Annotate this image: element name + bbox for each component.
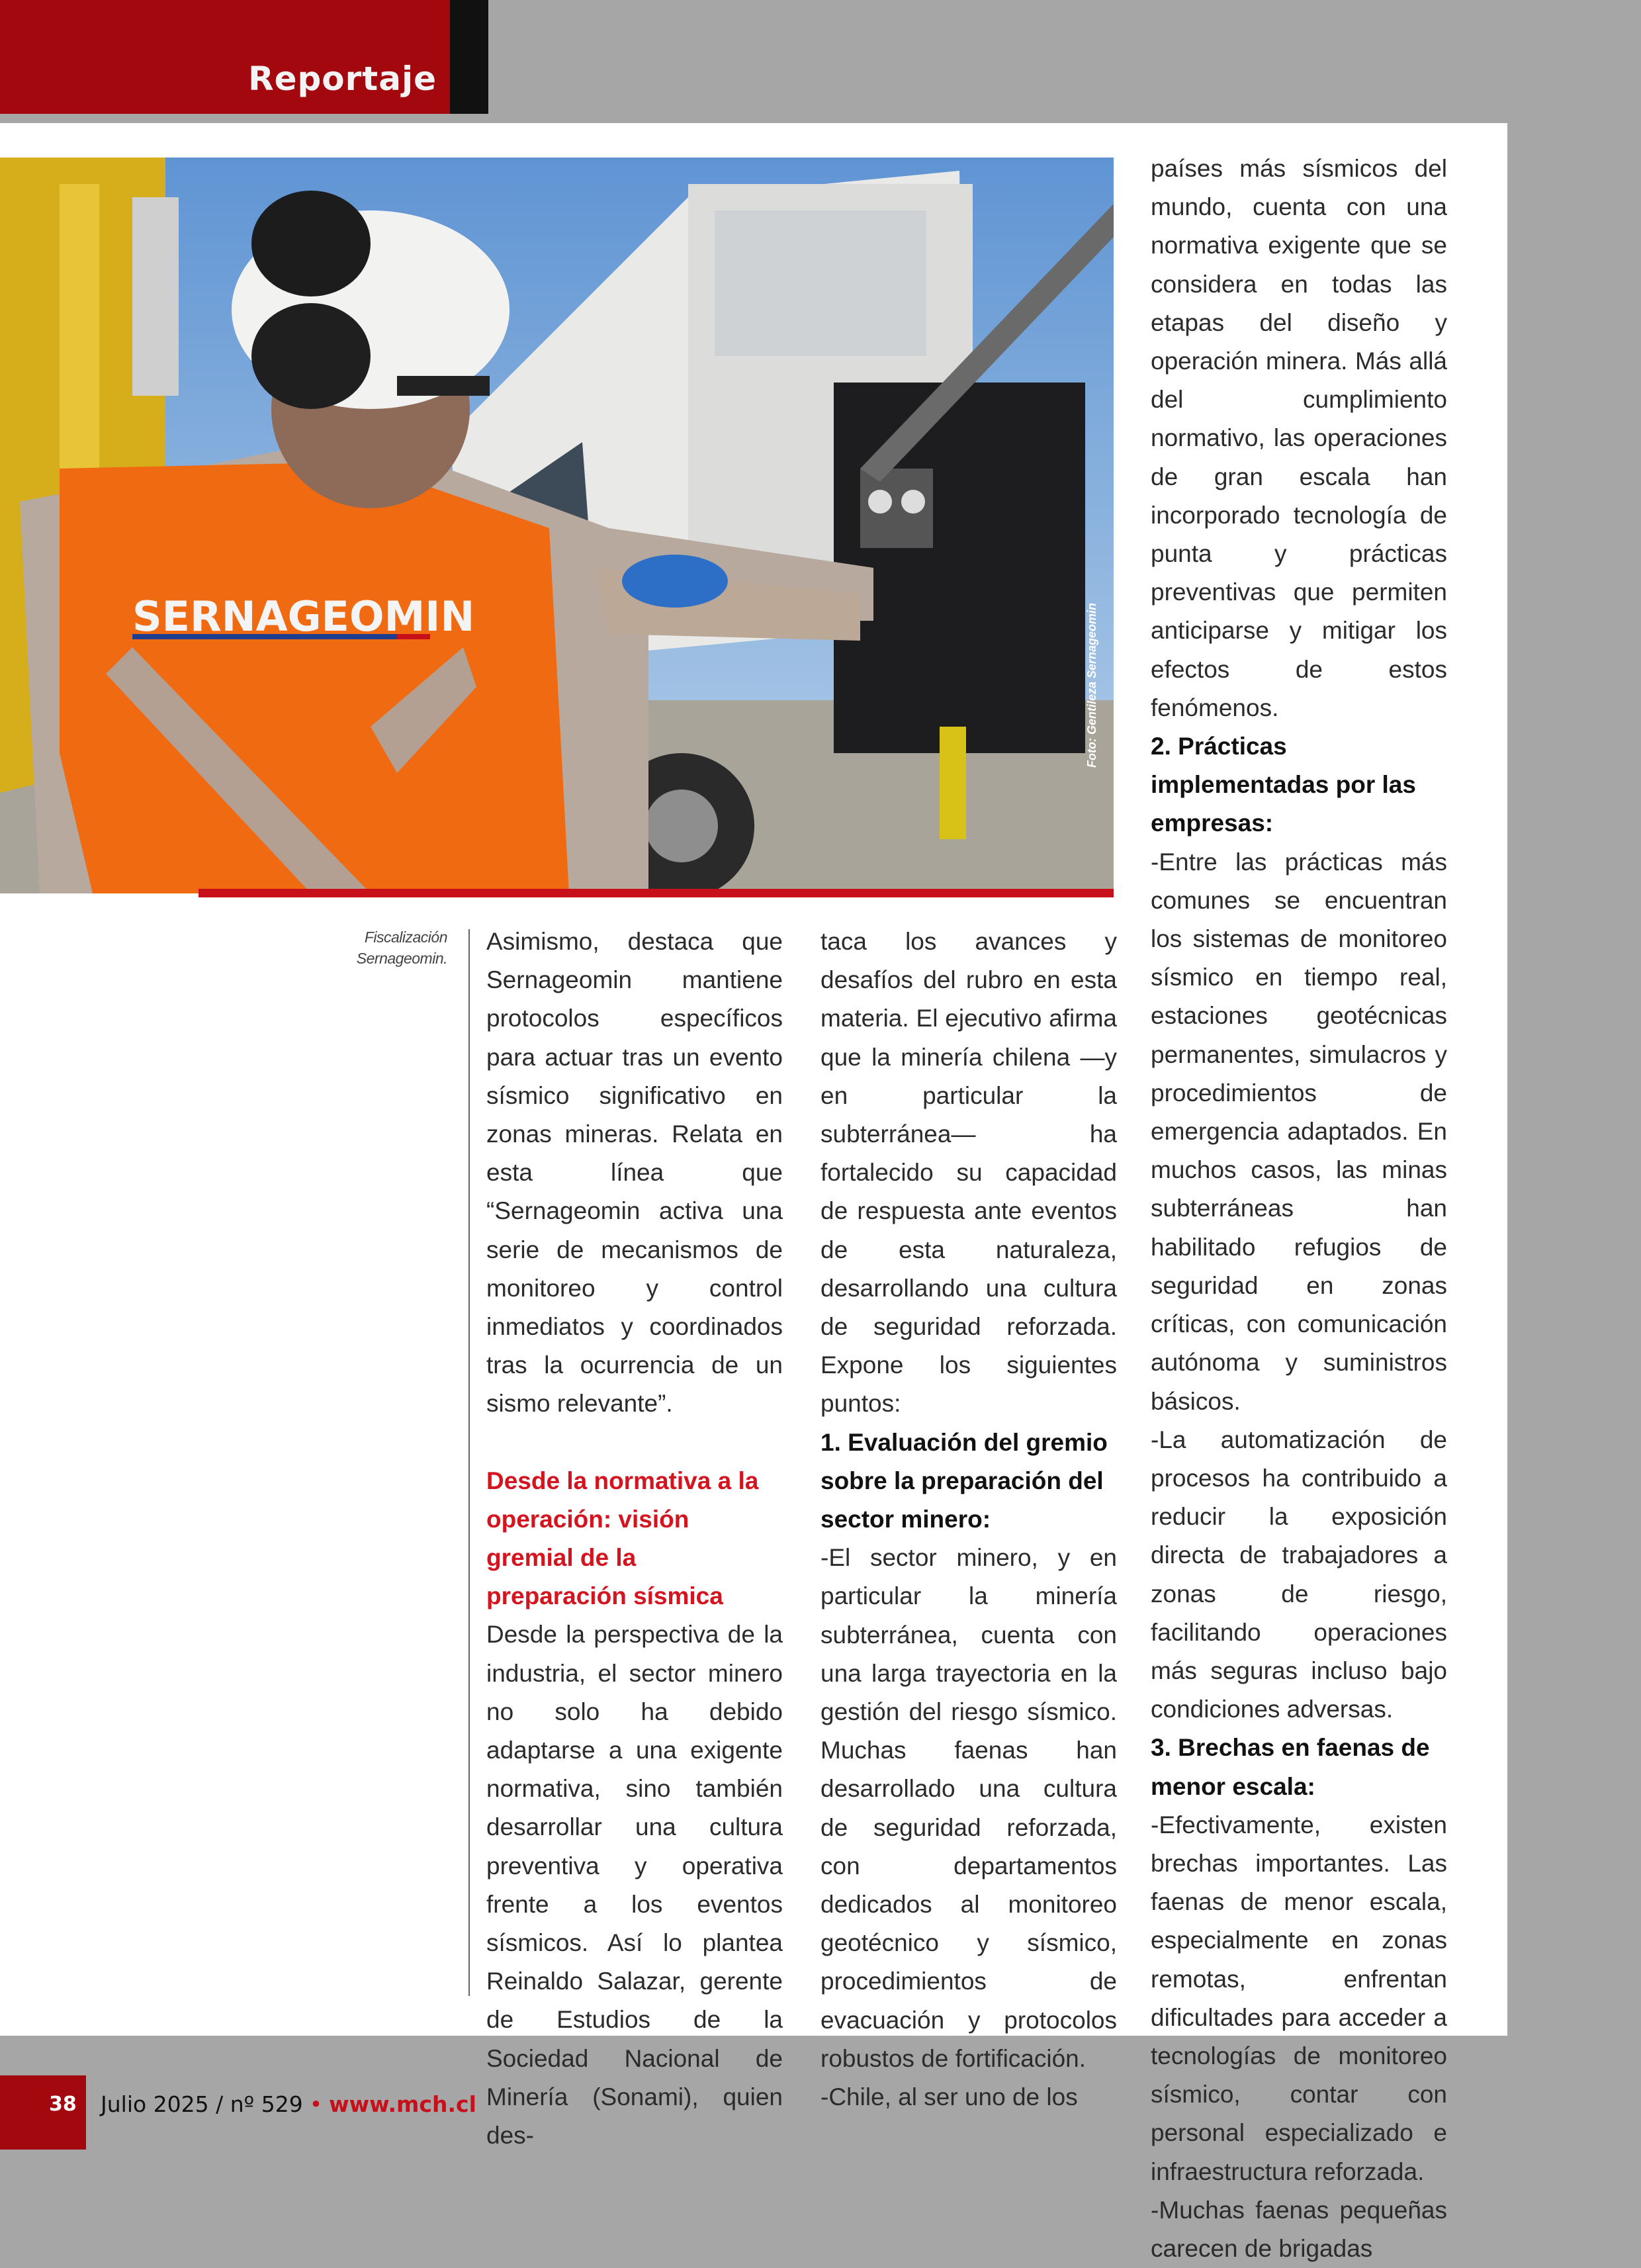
footer-issue [101,2091,476,2117]
question-heading-3: 3. Brechas en faenas de menor escala: [1151,1734,1430,1800]
article-column-1 [486,923,783,2155]
paragraph: países más sísmicos del mundo, cuenta con una normativa exigente que se considera en todas las etapas del diseño y operación minera. Más allá del cumplimiento normativo, las operaciones de gran escala han incorporado tecnología de punta y prácticas preventivas que permiten anticiparse y mitigar los efectos de estos fenómenos. [1151,155,1447,721]
photo-accent-rule [199,889,1114,897]
paragraph: -El sector minero, y en particular la minería subterránea, cuenta con una larga trayectoria en la gestión del riesgo sísmico. Muchas faenas han desarrollado una cultura de seguridad reforzada, con departamentos dedicados al monitoreo geotécnico y sísmico, procedimientos de evacuación y protocolos robustos de fortificación. [820,1544,1117,2072]
caption-divider [468,929,470,1996]
issue-text: Julio 2025 / nº 529 [101,2091,303,2117]
paragraph: -Entre las prácticas más comunes se encuentran los sistemas de monitoreo sísmico en tiempo real, estaciones geotécnicas permanentes, simulacros y procedimientos de emergencia adaptados. En muchos casos, las minas subterráneas han habilitado refugios de seguridad en zonas críticas, con comunicación autónoma y suministros básicos. [1151,848,1447,1415]
site-link[interactable]: www.mch.cl [329,2091,476,2117]
caption-line-1: Fiscalización [364,929,447,946]
page-number: 38 [49,2093,77,2116]
vest-logo-text: SERNAGEOMIN [132,592,475,641]
article-photo [0,158,1114,893]
paragraph: -Muchas faenas pequeñas carecen de brigadas [1151,2196,1447,2262]
bullet-icon: • [309,2091,323,2117]
photo-caption [291,927,447,969]
question-heading-1: 1. Evaluación del gremio sobre la preparación del sector minero: [820,1428,1108,1533]
paragraph: -La automatización de procesos ha contribuido a reducir la exposición directa de trabajadores a zonas de riesgo, facilitando operaciones más seguras incluso bajo condiciones adversas. [1151,1426,1447,1723]
photo-credit: Foto: Gentileza Sernageomin [1085,602,1098,768]
subheading: Desde la normativa a la operación: visión gremial de la preparación sísmica [486,1467,759,1610]
caption-line-2: Sernageomin. [356,950,447,967]
section-label: Reportaje [248,60,437,98]
question-heading-2: 2. Prácticas implementadas por las empresas: [1151,733,1416,837]
paragraph: taca los avances y desafíos del rubro en esta materia. El ejecutivo afirma que la minería chilena —y en particular la subterránea— ha fortalecido su capacidad de respuesta ante eventos de esta naturaleza, desarrollando una cultura de seguridad reforzada. Expone los siguientes puntos: [820,928,1117,1418]
header-tab-accent [450,0,488,114]
paragraph: -Efectivamente, existen brechas importantes. Las faenas de menor escala, especialmente en zonas remotas, enfrentan dificultades para acceder a tecnologías de monitoreo sísmico, contar con personal especializado e infraestructura reforzada. [1151,1811,1447,2185]
article-column-2 [820,923,1117,2116]
paragraph: -Chile, al ser uno de los [820,2083,1078,2111]
article-column-3 [1151,150,1447,2268]
paragraph: Asimismo, destaca que Sernageomin mantiene protocolos específicos para actuar tras un evento sísmico significativo en zonas mineras. Relata en esta línea que “Sernageomin activa una serie de mecanismos de monitoreo y control inmediatos y coordinados tras la ocurrencia de un sismo relevante”. [486,928,783,1418]
paragraph: Desde la perspectiva de la industria, el sector minero no solo ha debido adaptarse a una exigente normativa, sino también desarrollar una cultura preventiva y operativa frente a los eventos sísmicos. Así lo plantea Reinaldo Salazar, gerente de Estudios de la Sociedad Nacional de Minería (Sonami), quien des- [486,1621,783,2150]
